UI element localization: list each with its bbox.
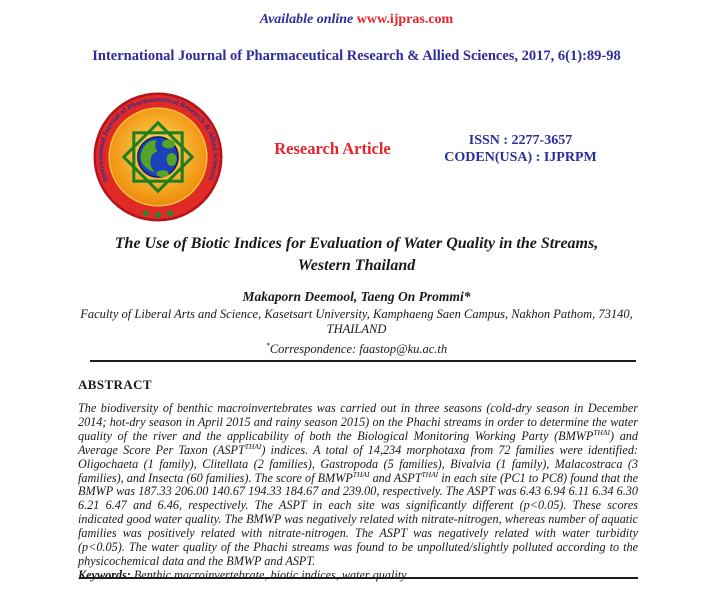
divider-bottom (79, 577, 638, 579)
keywords-text: Benthic macroinvertebrate, biotic indices, water quality (130, 567, 407, 582)
issn-line: ISSN : 2277-3657 (468, 133, 573, 148)
correspondence-line (40, 338, 673, 358)
available-online-label: Available online (259, 12, 354, 27)
journal-website-link[interactable]: www.ijpras.com (356, 12, 454, 27)
article-type-label: Research Article (274, 139, 391, 158)
journal-citation-line: International Journal of Pharmaceutical Research & Allied Sciences, 2017, 6(1):89-98 (92, 48, 621, 64)
available-online-line (0, 12, 713, 28)
abstract-heading: ABSTRACT (78, 377, 152, 392)
keywords-line (78, 569, 638, 583)
article-title (60, 233, 653, 277)
keywords-label: Keywords: (78, 567, 131, 582)
article-title-line1: The Use of Biotic Indices for Evaluation of Water Quality in the Streams, (114, 235, 599, 252)
affiliation-line2: THAILAND (326, 322, 387, 336)
journal-logo (92, 91, 224, 223)
logo-ring-text: International Journal of Pharmaceutical Research & Allied Sciences (96, 95, 220, 183)
byline-block (40, 289, 673, 357)
issn-coden-block (403, 132, 638, 166)
authors-line: Makaporn Deemool, Taeng On Prommi* (242, 289, 471, 304)
coden-line: CODEN(USA) : IJPRPM (444, 150, 597, 165)
affiliation-line1: Faculty of Liberal Arts and Science, Kasetsart University, Kamphaeng Saen Campus, Nakhon Pathom, 73140, (80, 306, 633, 321)
journal-logo-emblem (92, 91, 224, 223)
correspondence-asterisk: * (265, 340, 270, 350)
divider-top (90, 360, 636, 362)
abstract-block (78, 402, 638, 583)
correspondence-text: Correspondence: faastop@ku.ac.th (269, 341, 448, 356)
article-title-line2: Western Thailand (297, 257, 416, 274)
abstract-paragraph: The biodiversity of benthic macroinvertebrates was carried out in three seasons (cold-dry season in December 2014; hot-dry season in April 2015 and rainy season 2015) on the Phachi streams in order to determine the water quality of the river and the applicability of both the Biological Monitoring Working Party $(BMWP^{THAI})$ and Average Score Per Taxon $(ASPT^{THAI})$ indices. A total of 14,234 morphotaxa from 72 families were identified: Oligochaeta (1 family), Clitellata (2 families), Gastropoda (5 families), Bivalvia (1 family), Malacostraca (3 families), and Insecta (60 families). The score of $BMWP^{THAI}$ and $ASPT^{THAI}$ in each site (PC1 to PC8) found that the BMWP was 187.33 206.00 140.67 194.33 184.67 and 239.00, respectively. The ASPT was 6.43 6.94 6.11 6.34 6.30 6.21 6.47 and 6.46, respectively. The ASPT in each site was significantly different (p<0.05). These scores indicated good water quality. The BMWP was negatively related with nitrate-nitrogen, whereas number of aquatic families was positively related with nitrate-nitrogen. The ASPT was negatively related with water turbidity (p<0.05). The water quality of the Phachi streams was found to be unpolluted/slightly polluted according to the physicochemical data and the BMWP and ASPT. (78, 401, 638, 568)
globe-icon (138, 137, 178, 177)
